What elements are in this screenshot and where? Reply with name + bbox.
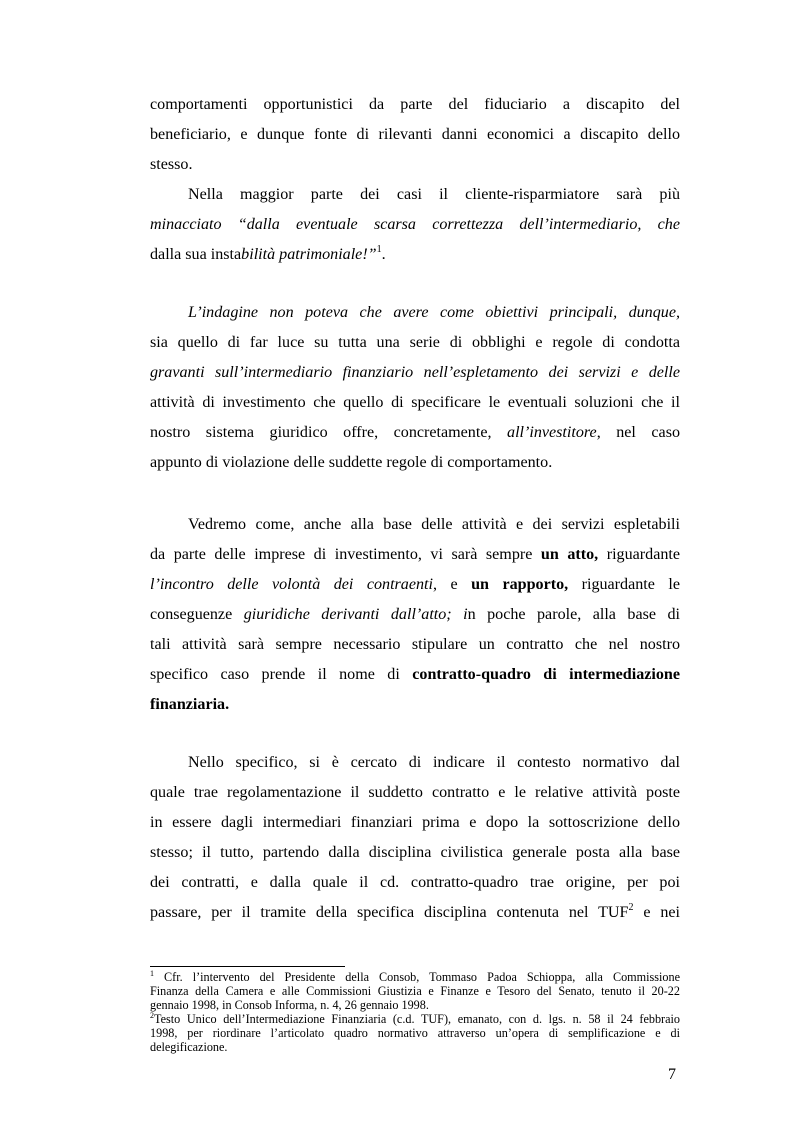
text-line: Vedremo come, anche alla base delle attività e dei servizi espletabili [188,516,680,533]
text-line: quale trae regolamentazione il suddetto contratto e le relative attività poste [150,784,680,801]
text-line: Nello specifico, si è cercato di indicare il contesto normativo dal [188,754,680,771]
footnote-1: $^1$ Cfr. l’intervento del Presidente della Consob, Tommaso Padoa Schioppa, alla Commissione [150,970,680,984]
text-line: stesso. [150,156,193,173]
paragraph-2 [150,180,680,270]
text-line: in essere dagli intermediari finanziari prima e dopo la sottoscrizione dello [150,814,680,831]
text-line: passare, per il tramite della specifica disciplina contenuta nel TUF$^2$ e nei [150,902,680,921]
text-line: L’indagine non poteva che avere come obiettivi principali, dunque, [188,304,680,321]
page-number: 7 [668,1066,676,1083]
footnote-mark: 2 [150,1012,154,1020]
text-line: tali attività sarà sempre necessario stipulare un contratto che nel nostro [150,636,680,653]
paragraph-4 [150,510,680,720]
text-line: specifico caso prende il nome di contratto-quadro di intermediazione [150,666,680,683]
text-line: attività di investimento che quello di specificare le eventuali soluzioni che il [150,394,680,411]
paragraph-5 [150,748,680,928]
text-line: nostro sistema giuridico offre, concretamente, all’investitore, nel caso [150,424,680,441]
text-line: conseguenze giuridiche derivanti dall’atto; in poche parole, alla base di [150,606,680,623]
footnote-ref-1: 1 [376,244,382,255]
footnote-ref-2: 2 [628,902,634,913]
text-line: dei contratti, e dalla quale il cd. contratto-quadro trae origine, per poi [150,874,680,891]
footnote-line: gennaio 1998, in Consob Informa, n. 4, 26 gennaio 1998. [150,998,429,1012]
text-line: l’incontro delle volontà dei contraenti, e un rapporto, riguardante le [150,576,680,593]
footnote-separator [150,966,345,967]
text-line: finanziaria. [150,696,230,713]
footnotes [150,970,680,1054]
text-line: dalla sua instabilità patrimoniale!”$^1$. [150,244,386,263]
footnote-line: 1998, per riordinare l’articolato quadro normativo attraverso un’opera di semplificazione e di [150,1026,680,1040]
footnote-2: $^2$Testo Unico dell’Intermediazione Finanziaria (c.d. TUF), emanato, con d. lgs. n. 58 il 24 febbraio [150,1012,680,1026]
text-line: sia quello di far luce su tutta una serie di obblighi e regole di condotta [150,334,680,351]
text-line: comportamenti opportunistici da parte del fiduciario a discapito del [150,96,680,113]
paragraph-3 [150,298,680,478]
footnote-line: Finanza della Camera e alle Commissioni Giustizia e Finanze e Tesoro del Senato, tenuto il 20-22 [150,984,680,998]
text-line: beneficiario, e dunque fonte di rilevanti danni economici a discapito dello [150,126,680,143]
text-line: appunto di violazione delle suddette regole di comportamento. [150,454,553,471]
text-line: da parte delle imprese di investimento, vi sarà sempre un atto, riguardante [150,546,680,563]
footnote-mark: 1 [150,970,154,978]
text-line: gravanti sull’intermediario finanziario nell’espletamento dei servizi e delle [150,364,680,381]
text-line: minacciato “dalla eventuale scarsa correttezza dell’intermediario, che [150,216,680,233]
footnote-line: delegificazione. [150,1040,228,1054]
text-line: stesso; il tutto, partendo dalla disciplina civilistica generale posta alla base [150,844,680,861]
paragraph-1 [150,90,680,180]
text-line: Nella maggior parte dei casi il cliente-risparmiatore sarà più [188,186,680,203]
